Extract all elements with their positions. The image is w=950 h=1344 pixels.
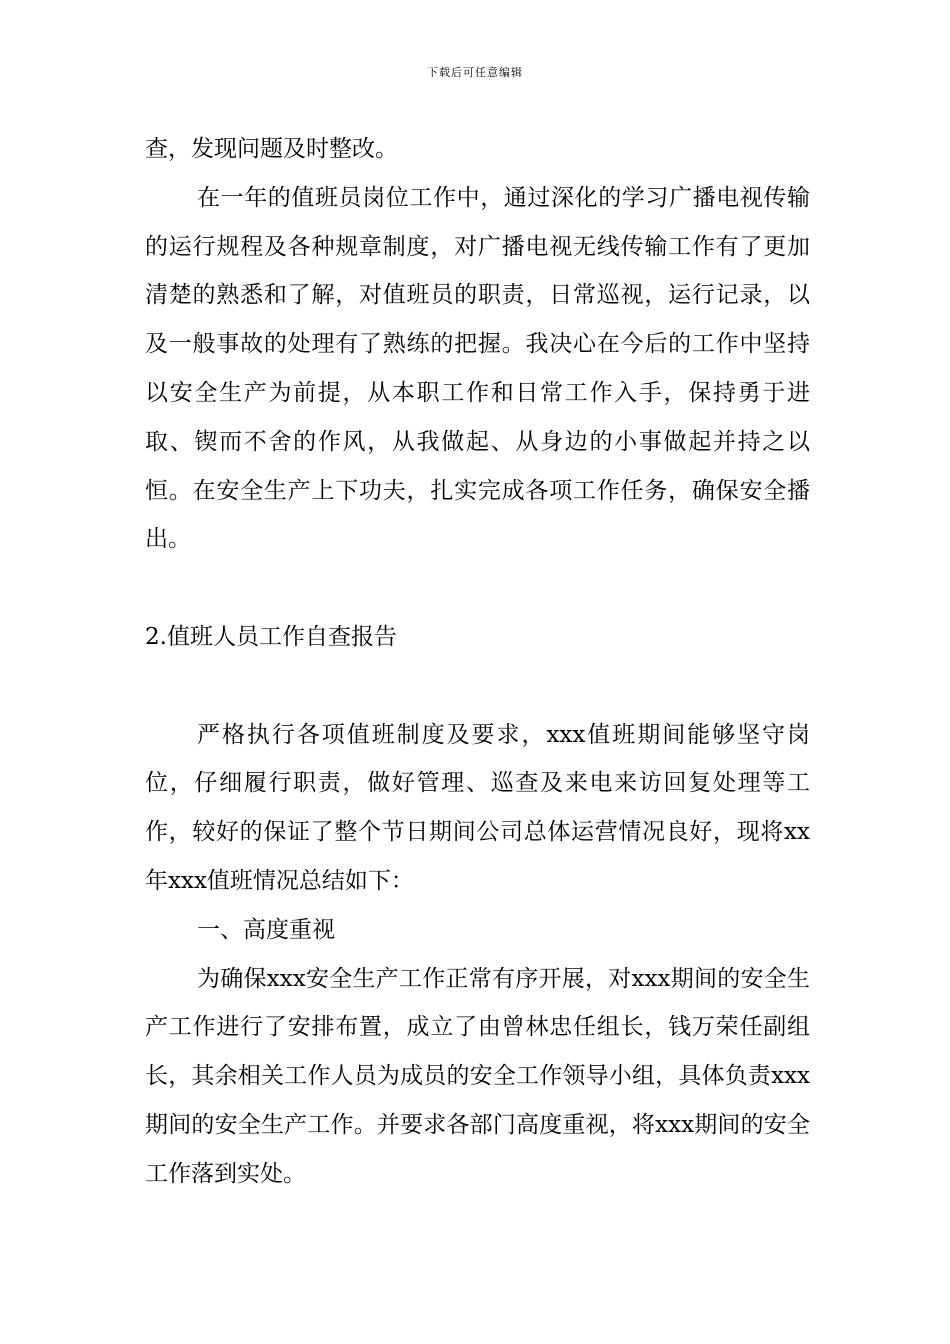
paragraph-continuation: 查，发现问题及时整改。 <box>145 136 398 162</box>
page-header: 下载后可任意编辑 <box>427 66 523 79</box>
subheading-high-attention: 一、高度重视 <box>197 916 335 943</box>
paragraph-safety-arrangement: 为确保xxx安全生产工作正常有序开展，对xxx期间的安全生产工作进行了安排布置，成立了由曾林忠任组长，钱万荣任副组长，其余相关工作人员为成员的安全工作领导小组，具体负责xxx期间的安全生产工作。并要求各部门高度重视，将xxx期间的安全工作落到实处。 <box>145 965 810 1187</box>
paragraph-duty-intro: 严格执行各项值班制度及要求，xxx值班期间能够坚守岗位，仔细履行职责，做好管理、巡查及来电来访回复处理等工作，较好的保证了整个节日期间公司总体运营情况良好，现将xx年xxx值班情况总结如下： <box>145 721 810 894</box>
document-body <box>145 125 810 1199</box>
paragraph-duty-review: 在一年的值班员岗位工作中，通过深化的学习广播电视传输的运行规程及各种规章制度，对广播电视无线传输工作有了更加清楚的熟悉和了解，对值班员的职责，日常巡视，运行记录，以及一般事故的处理有了熟练的把握。我决心在今后的工作中坚持以安全生产为前提，从本职工作和日常工作入手，保持勇于进取、锲而不舍的作风，从我做起、从身边的小事做起并持之以恒。在安全生产上下功夫，扎实完成各项工作任务，确保安全播出。 <box>145 184 810 553</box>
section-heading: 2.值班人员工作自查报告 <box>145 623 397 650</box>
